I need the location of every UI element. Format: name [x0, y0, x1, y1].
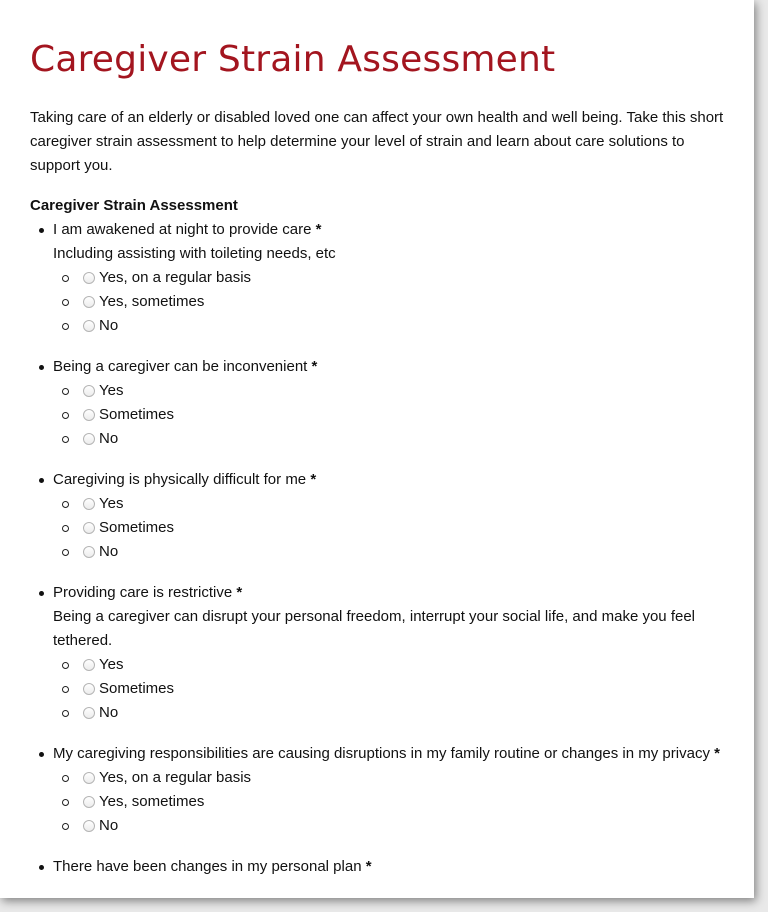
question-label: I am awakened at night to provide care: [53, 221, 312, 238]
option-label[interactable]: No: [99, 430, 119, 447]
option-label[interactable]: No: [99, 704, 119, 721]
question-item: [30, 742, 733, 838]
answer-option[interactable]: [53, 653, 733, 677]
radio-button[interactable]: [83, 433, 95, 445]
option-list: [53, 766, 733, 838]
answer-option[interactable]: [53, 766, 733, 790]
answer-option[interactable]: [53, 814, 733, 838]
answer-option[interactable]: [53, 314, 733, 338]
option-label[interactable]: Yes, on a regular basis: [99, 269, 252, 286]
radio-button[interactable]: [83, 546, 95, 558]
option-label[interactable]: No: [99, 543, 119, 560]
answer-option[interactable]: [53, 427, 733, 451]
option-label[interactable]: Yes, sometimes: [99, 793, 205, 810]
radio-button[interactable]: [83, 498, 95, 510]
option-label[interactable]: Sometimes: [99, 519, 175, 536]
radio-button[interactable]: [83, 272, 95, 284]
question-label: Caregiving is physically difficult for me: [53, 471, 307, 488]
option-label[interactable]: Yes: [99, 495, 124, 512]
question-item: [30, 218, 733, 338]
answer-option[interactable]: [53, 701, 733, 725]
radio-button[interactable]: [83, 796, 95, 808]
question-label: There have been changes in my personal plan: [53, 858, 362, 875]
option-list: [53, 266, 733, 338]
option-list: [53, 492, 733, 564]
required-marker: *: [310, 471, 317, 488]
answer-option[interactable]: [53, 516, 733, 540]
answer-option[interactable]: [53, 290, 733, 314]
question-label: My caregiving responsibilities are causing disruptions in my family routine or changes in my privacy: [53, 745, 710, 762]
radio-button[interactable]: [83, 683, 95, 695]
required-marker: *: [365, 858, 372, 875]
question-list: [30, 218, 754, 879]
question-item: [30, 855, 733, 879]
question-item: [30, 581, 733, 725]
answer-option[interactable]: [53, 492, 733, 516]
option-label[interactable]: Yes, on a regular basis: [99, 769, 252, 786]
option-label[interactable]: Sometimes: [99, 680, 175, 697]
option-list: [53, 379, 733, 451]
radio-button[interactable]: [83, 296, 95, 308]
radio-button[interactable]: [83, 772, 95, 784]
answer-option[interactable]: [53, 677, 733, 701]
page-title: Caregiver Strain Assessment: [30, 39, 556, 80]
answer-option[interactable]: [53, 403, 733, 427]
radio-button[interactable]: [83, 522, 95, 534]
required-marker: *: [311, 358, 318, 375]
radio-button[interactable]: [83, 385, 95, 397]
required-marker: *: [714, 745, 720, 762]
question-item: [30, 468, 733, 564]
required-marker: *: [236, 584, 243, 601]
intro-text: Taking care of an elderly or disabled loved one can affect your own health and well being. Take this short caregiver strain assessment to help determine your level of strain and learn about care solutions to support you.: [30, 109, 724, 174]
radio-button[interactable]: [83, 409, 95, 421]
answer-option[interactable]: [53, 266, 733, 290]
question-label: Providing care is restrictive: [53, 584, 233, 601]
required-marker: *: [315, 221, 322, 238]
option-label[interactable]: Yes: [99, 656, 124, 673]
option-label[interactable]: Sometimes: [99, 406, 175, 423]
answer-option[interactable]: [53, 540, 733, 564]
question-item: [30, 355, 733, 451]
question-label: Being a caregiver can be inconvenient: [53, 358, 308, 375]
answer-option[interactable]: [53, 379, 733, 403]
section-title: Caregiver Strain Assessment: [30, 197, 238, 214]
radio-button[interactable]: [83, 707, 95, 719]
answer-option[interactable]: [53, 790, 733, 814]
question-hint: Being a caregiver can disrupt your personal freedom, interrupt your social life, and make you feel tethered.: [53, 608, 696, 649]
option-label[interactable]: Yes: [99, 382, 124, 399]
radio-button[interactable]: [83, 320, 95, 332]
radio-button[interactable]: [83, 659, 95, 671]
radio-button[interactable]: [83, 820, 95, 832]
option-label[interactable]: No: [99, 317, 119, 334]
option-label[interactable]: Yes, sometimes: [99, 293, 205, 310]
option-label[interactable]: No: [99, 817, 119, 834]
question-hint: Including assisting with toileting needs, etc: [53, 245, 336, 262]
option-list: [53, 653, 733, 725]
